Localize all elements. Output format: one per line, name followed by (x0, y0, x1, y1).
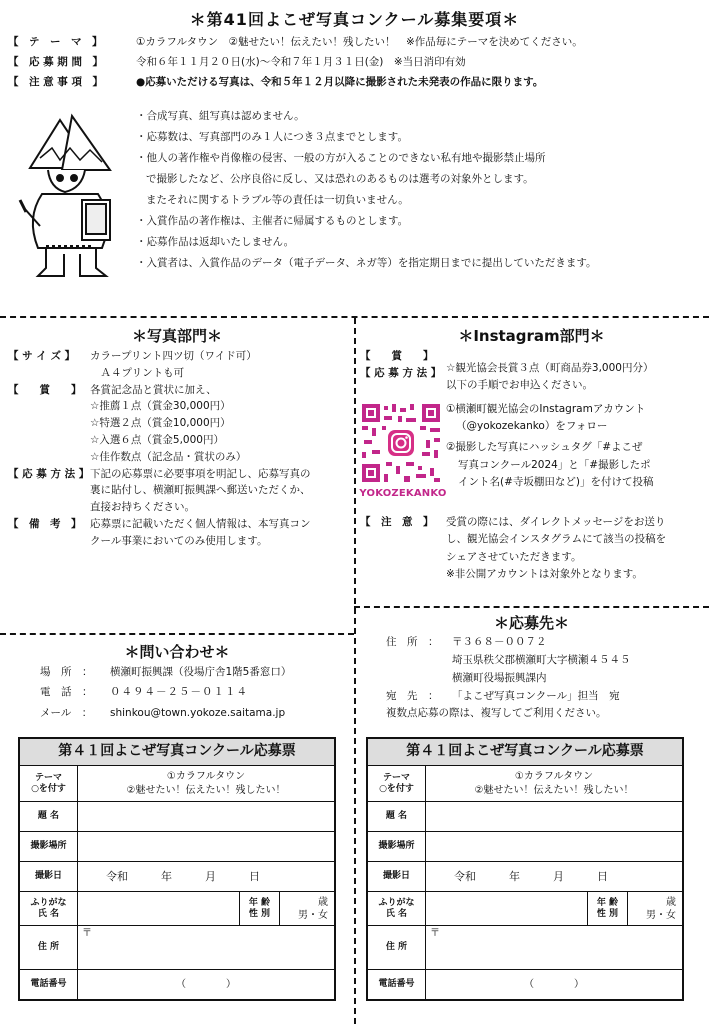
entry-form-left (18, 737, 336, 1001)
dest-copy-note: 複数点応募の際は、複写してご利用ください。 (386, 707, 607, 720)
note-item: またそれに関するトラブル等の責任は一切負いません。 (146, 194, 409, 206)
insta-label: 【 応 募 方 法 】 (360, 366, 442, 379)
contact-place: 横瀬町振興課（役場庁舎1階5番窓口） (110, 666, 292, 678)
form-title-field[interactable] (426, 802, 683, 832)
insta-line: 写真コンクール2024」と「#撮影したポ (458, 458, 651, 471)
dest-addr-line: 横瀬町役場振興課内 (452, 671, 547, 684)
form-date-field[interactable]: 令和 年 月 日 (78, 862, 335, 892)
form-label-phone: 電話番号 (20, 970, 78, 1000)
form-label-place: 撮影場所 (20, 832, 78, 862)
form-label-age: 年 齢 性 別 (588, 892, 628, 926)
insta-line: （@yokozekanko）をフォロー (456, 419, 608, 432)
guide-label: 【 注 意 事 項 】 (8, 76, 103, 88)
insta-note-line: ※非公開アカウントは対象外となります。 (446, 567, 643, 580)
photo-section (8, 348, 354, 550)
insta-line: 以下の手順でお申込ください。 (446, 379, 593, 392)
form-label-address: 住 所 (368, 926, 426, 970)
guide-value: 令和６年１１月２０日(水)～令和７年１月３１日(金) ※当日消印有効 (136, 56, 466, 68)
photo-line: Ａ４プリントも可 (90, 366, 185, 379)
guide-value: ①カラフルタウン ②魅せたい！伝えたい！残したい！ ※作品毎にテーマを決めてください。 (136, 36, 583, 48)
photo-label: 【 サ イ ズ 】 (8, 350, 76, 362)
form-label-title: 題 名 (20, 802, 78, 832)
insta-note-line: シェアさせていただきます。 (446, 550, 582, 563)
note-item: ・入賞作品の著作権は、主催者に帰属するものとします。 (136, 215, 409, 227)
form-label-name: ふりがな 氏 名 (20, 892, 78, 926)
contact-tel: ０４９４－２５－０１１４ (110, 686, 248, 699)
photo-line: ☆佳作数点（記念品・賞状のみ） (90, 450, 247, 463)
photo-line: ☆特選２点（賞金10,000円） (90, 417, 231, 430)
contact-label: 場 所 ： (40, 666, 93, 678)
photo-line: クール事業においてのみ使用します。 (90, 534, 268, 547)
note-item: ・応募数は、写真部門のみ１人につき３点までとします。 (136, 131, 408, 143)
note-item: ・応募作品は返却いたしません。 (136, 236, 295, 248)
form-name-field[interactable] (426, 892, 588, 926)
note-item: ・合成写真、組写真は認めません。 (136, 110, 305, 122)
photo-line: 応募票に記載いただく個人情報は、本写真コン (90, 517, 311, 530)
contact-section-title: ＊問い合わせ＊ (124, 643, 230, 661)
form-label-theme: テーマ ○を付す (20, 766, 78, 802)
mascot-illustration (10, 108, 138, 286)
photo-line: ☆入選６点（賞金5,000円） (90, 433, 224, 446)
form-place-field[interactable] (78, 832, 335, 862)
dest-addr-line: 〒３６８－００７２ (452, 636, 547, 648)
insta-note (360, 514, 705, 583)
guide-row-notes (8, 74, 703, 94)
photo-line: 各賞記念品と賞状に加え、 (90, 383, 217, 396)
form-label-title: 題 名 (368, 802, 426, 832)
insta-line: イント名(#寺坂棚田など)」を付けて投稿 (458, 475, 654, 488)
dest-label: 宛 先 ： (386, 689, 439, 702)
photo-section-title: ＊写真部門＊ (131, 327, 222, 345)
guide-label: 【 テ ー マ 】 (8, 36, 103, 48)
photo-line: カラープリント四ツ切（ワイド可） (90, 350, 257, 362)
form-address-field[interactable]: 〒 (78, 926, 335, 970)
insta-section-title: ＊Instagram部門＊ (458, 327, 605, 345)
contact-section (40, 662, 350, 723)
form-theme-option[interactable]: ②魅せたい！伝えたい！残したい！ (474, 784, 634, 796)
divider (354, 606, 709, 608)
form-name-field[interactable] (78, 892, 240, 926)
guide-section (8, 34, 703, 94)
page-title: ＊第41回よこぜ写真コンクール募集要項＊ (189, 10, 520, 29)
guide-label: 【 応 募 期 間 】 (8, 56, 103, 68)
contact-label: 電 話 ： (40, 686, 93, 699)
photo-row-prize (8, 382, 354, 466)
form-label-date: 撮影日 (368, 862, 426, 892)
insta-note-line: し、観光協会インスタグラムにて該当の投稿を (446, 533, 667, 546)
form-label-phone: 電話番号 (368, 970, 426, 1000)
photo-line: 直接お持ちください。 (90, 501, 195, 514)
note-item: ・他人の著作権や肖像権の侵害、一般の方が入ることのできない私有地や撮影禁止場所 (136, 152, 546, 164)
divider (0, 633, 354, 635)
photo-row-size (8, 348, 354, 382)
note-item: ・入賞者は、入賞作品のデータ（電子データ、ネガ等）を指定期日までに提出していただきます。 (136, 257, 597, 269)
form-theme-option[interactable]: ①カラフルタウン (166, 770, 246, 782)
photo-label: 【 賞 】 (8, 383, 82, 396)
form-theme-field[interactable] (78, 766, 335, 802)
insta-label: 【 賞 】 (360, 350, 434, 362)
photo-label: 【 備 考 】 (8, 517, 82, 530)
instagram-qr-code[interactable] (360, 402, 442, 484)
form-label-name: ふりがな 氏 名 (368, 892, 426, 926)
divider (354, 318, 356, 1024)
dest-section-title: ＊応募先＊ (493, 614, 569, 632)
form-age-field[interactable]: 歳 男・女 (628, 892, 683, 926)
dest-label: 住 所 ： (386, 636, 439, 648)
form-theme-option[interactable]: ②魅せたい！伝えたい！残したい！ (126, 784, 286, 796)
photo-line: 下記の応募票に必要事項を明記し、応募写真の (90, 467, 311, 480)
dest-to: 「よこぜ写真コンクール」担当 宛 (452, 689, 620, 702)
form-date-field[interactable]: 令和 年 月 日 (426, 862, 683, 892)
form-label-date: 撮影日 (20, 862, 78, 892)
dest-section (386, 634, 706, 723)
form-place-field[interactable] (426, 832, 683, 862)
form-age-field[interactable]: 歳 男・女 (280, 892, 335, 926)
form-theme-field[interactable] (426, 766, 683, 802)
note-item: で撮影したなど、公序良俗に反し、又は恐れのあるものは選考の対象外とします。 (146, 173, 534, 185)
photo-label: 【 応 募 方 法 】 (8, 467, 90, 480)
dest-addr-line: 埼玉県秩父郡横瀬町大字横瀬４５４５ (452, 653, 631, 666)
insta-brand: YOKOZEKANKO (359, 488, 447, 499)
form-theme-option[interactable]: ①カラフルタウン (514, 770, 594, 782)
form-label-theme: テーマ ○を付す (368, 766, 426, 802)
photo-row-method (8, 466, 354, 516)
form-phone-field[interactable]: （ ） (78, 970, 335, 1000)
form-label-address: 住 所 (20, 926, 78, 970)
form-header: 第４１回よこぜ写真コンクール応募票 (368, 739, 683, 766)
form-title-field[interactable] (78, 802, 335, 832)
guide-row-theme (8, 34, 703, 54)
photo-line: 裏に貼付し、横瀬町振興課へ郵送いただくか、 (90, 484, 311, 497)
insta-line: ②撮影した写真にハッシュタグ「#よこぜ (446, 441, 643, 454)
insta-note-line: 受賞の際には、ダイレクトメッセージをお送り (446, 516, 666, 528)
form-header: 第４１回よこぜ写真コンクール応募票 (20, 739, 335, 766)
photo-row-remarks (8, 516, 354, 550)
entry-form-right (366, 737, 684, 1001)
photo-line: ☆推薦１点（賞金30,000円） (90, 400, 231, 413)
insta-prize: ☆観光協会長賞３点（町商品券3,000円分） (446, 362, 654, 374)
contact-mail[interactable]: shinkou@town.yokoze.saitama.jp (110, 706, 286, 719)
insta-line: ①横瀬町観光協会のInstagramアカウント (446, 402, 646, 415)
form-address-field[interactable]: 〒 (426, 926, 683, 970)
form-label-place: 撮影場所 (368, 832, 426, 862)
insta-content (446, 360, 708, 491)
contact-label: メール ： (40, 706, 93, 719)
guide-row-period (8, 54, 703, 74)
guide-value: ●応募いただける写真は、令和５年１２月以降に撮影された未発表の作品に限ります。 (136, 76, 544, 88)
form-label-age: 年 齢 性 別 (240, 892, 280, 926)
insta-label: 【 注 意 】 (360, 516, 434, 528)
form-phone-field[interactable]: （ ） (426, 970, 683, 1000)
notes-list (136, 108, 706, 276)
